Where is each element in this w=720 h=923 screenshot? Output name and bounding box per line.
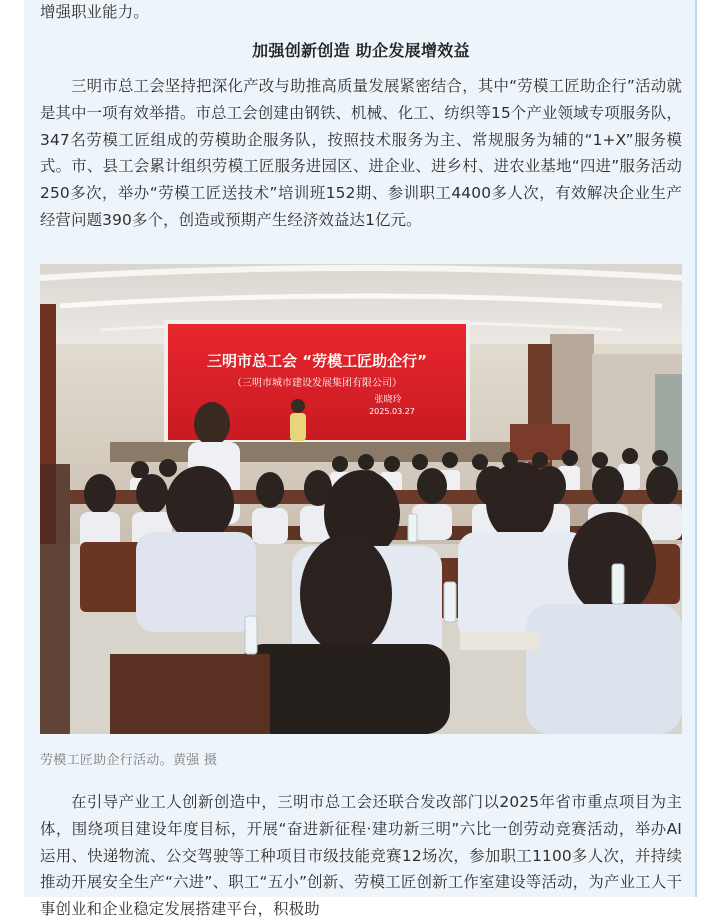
event-photo (40, 264, 682, 734)
event-photo-illustration (40, 264, 682, 734)
section-heading: 加强创新创造 助企发展增效益 (252, 41, 470, 60)
screen-speaker: 张晓玲 (374, 395, 402, 405)
photo-caption: 劳模工匠助企行活动。黄强 摄 (40, 753, 218, 768)
paragraph-2: 在引导产业工人创新创造中，三明市总工会还联合发改部门以2025年省市重点项目为主体，围绕项目建设年度目标，开展“奋进新征程·建功新三明”六比一创劳动竞赛活动，举办AI运用、快递物流、公交驾驶等工种项目市级技能竞赛12场次，参加职工1100多人次，并持续推动开展安全生产“六进”、职工“五小”创新、劳模工匠创新工作室建设等活动，为产业工人干事创业和企业稳定发展搭建平台，积极助 (40, 793, 682, 919)
screen-subtitle: （三明市城市建设发展集团有限公司） (232, 378, 402, 389)
paragraph-1: 三明市总工会坚持把深化产改与助推高质量发展紧密结合，其中“劳模工匠助企行”活动就是其中一项有效举措。市总工会创建由钢铁、机械、化工、纺织等15个产业领域专项服务队，347名劳模工匠组成的劳模助企服务队，按照技术服务为主、常规服务为辅的“1+X”服务模式。市、县工会累计组织劳模工匠服务进园区、进企业、进乡村、进农业基地“四进”服务活动250多次，举办“劳模工匠送技术”培训班152期、参训职工4400多人次，有效解决企业生产经营问题390多个，创造或预期产生经济效益达1亿元。 (40, 77, 682, 229)
screen-title: 三明市总工会 “劳模工匠助企行” (207, 352, 427, 370)
intro-tail-text: 增强职业能力。 (40, 3, 149, 21)
screen-date: 2025.03.27 (369, 407, 415, 416)
speaker-figure (290, 399, 306, 441)
